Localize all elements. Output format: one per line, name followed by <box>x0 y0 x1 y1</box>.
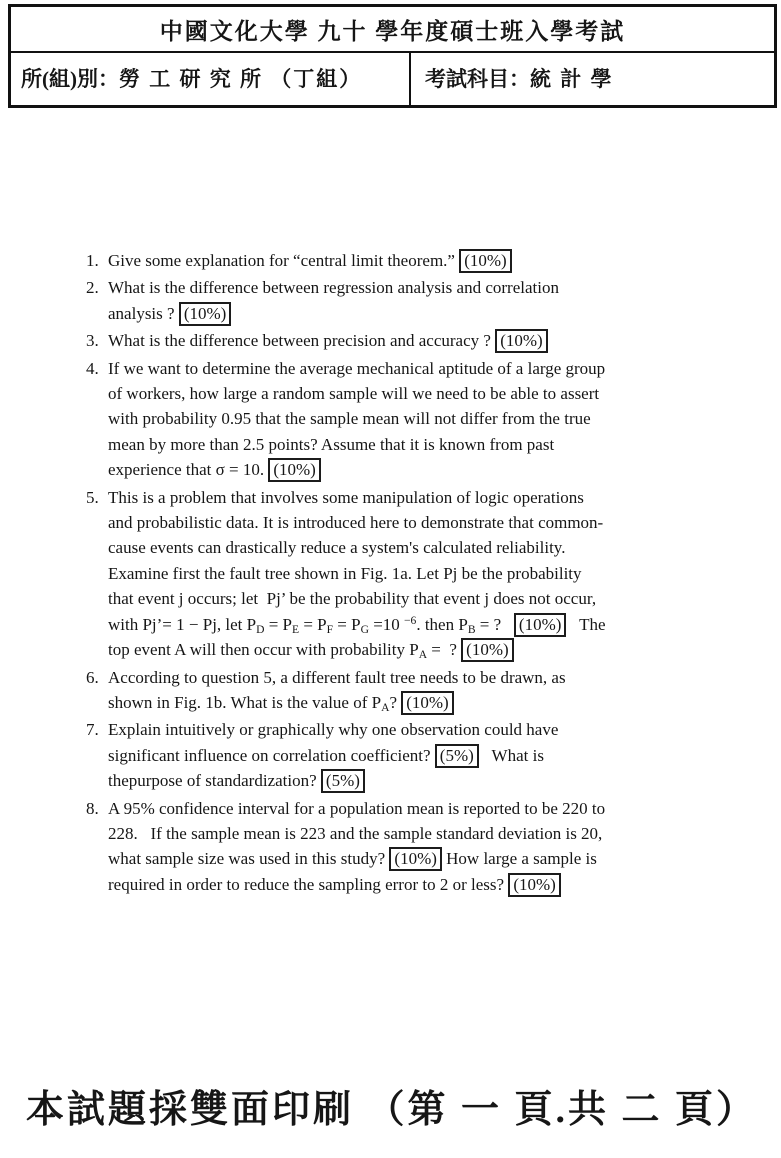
subject-label: 考試科目： <box>425 67 530 91</box>
score-badge: (10%) <box>508 873 560 897</box>
question-text: = P <box>299 614 327 634</box>
question-text: According to question 5, a different fault tree needs to be drawn, as shown in Fig. 1b. What is the value of P <box>108 667 566 712</box>
subject-cell <box>409 53 774 105</box>
question-item <box>86 328 608 353</box>
score-badge: (10%) <box>461 638 513 662</box>
question-text: A <box>381 700 390 714</box>
question-text: =10 <box>368 614 405 634</box>
exam-info-row <box>11 53 774 105</box>
score-badge: (10%) <box>495 329 547 353</box>
subject-value: 統 計 學 <box>530 67 614 91</box>
question-text: What is thepurpose of standardization? <box>108 745 544 791</box>
question-text: ? <box>389 692 402 712</box>
question-number: 2. <box>86 278 99 298</box>
department-value: 勞 工 研 究 所 （丁組） <box>119 67 363 91</box>
question-item <box>86 717 608 793</box>
question-text: The top event A will then occur with probability P <box>108 614 606 660</box>
question-text: B <box>467 622 476 636</box>
question-item <box>86 356 608 483</box>
exam-header-table <box>8 4 777 108</box>
question-text: Give some explanation for “central limit theorem.” <box>108 251 460 270</box>
question-number: 7. <box>86 720 99 740</box>
question-number: 5. <box>86 487 99 507</box>
question-text: F <box>326 622 334 636</box>
question-text: = P <box>264 614 293 634</box>
question-text: This is a problem that involves some manipulation of logic operations and probabilistic data. It is introduced here to demonstrate that common-cause events can drastically reduce a system's calculated reliability. Examine first the fault tree shown in Fig. 1a. Let Pj be the probability that event j occurs; let Pj’ be the probability that event j does not occur, with Pj’= 1 − Pj, let P <box>108 487 604 634</box>
question-text: = ? <box>475 614 514 634</box>
score-badge: (5%) <box>321 769 365 793</box>
score-badge: (10%) <box>268 458 320 482</box>
question-text: −6 <box>404 613 417 627</box>
department-cell <box>11 53 409 105</box>
question-item <box>86 796 608 898</box>
question-item <box>86 485 608 663</box>
department-label: 所(組)別： <box>21 67 119 91</box>
exam-title: 中國文化大學 九十 學年度碩士班入學考試 <box>11 7 774 53</box>
question-list <box>86 248 608 899</box>
score-badge: (10%) <box>459 249 511 273</box>
question-text: Explain intuitively or graphically why one observation could have significant influence on correlation coefficient? <box>108 720 559 765</box>
score-badge: (10%) <box>389 847 441 871</box>
question-text: A <box>418 647 428 661</box>
question-text: = P <box>333 614 361 634</box>
score-badge: (10%) <box>401 691 453 715</box>
question-text: What is the difference between precision and accuracy ? <box>108 331 496 351</box>
question-number: 6. <box>86 667 99 687</box>
footer-print-note: 本試題採雙面印刷 （第 一 頁.共 二 頁） <box>26 1089 758 1131</box>
question-text: How large a sample is required in order to reduce the sampling error to 2 or less? <box>108 849 597 894</box>
question-item <box>86 665 608 716</box>
question-text: E <box>292 622 300 636</box>
question-text: What is the difference between regression analysis and correlation analysis ? <box>108 278 559 323</box>
score-badge: (5%) <box>435 744 479 768</box>
score-badge: (10%) <box>514 613 566 637</box>
score-badge: (10%) <box>179 302 231 326</box>
question-text: G <box>360 622 369 636</box>
question-item <box>86 275 608 326</box>
question-number: 3. <box>86 331 99 351</box>
question-text: D <box>256 622 265 636</box>
question-number: 8. <box>86 798 99 818</box>
question-text: A 95% confidence interval for a population mean is reported to be 220 to 228. If the sample mean is 223 and the sample standard deviation is 20, what sample size was used in this study? <box>108 798 606 869</box>
question-item <box>86 248 608 273</box>
question-text: . then P <box>416 614 468 634</box>
question-text: If we want to determine the average mechanical aptitude of a large group of workers, how large a random sample will we need to be able to assert with probability 0.95 that the sample mean will not differ from the true mean by more than 2.5 points? Assume that it is known from past experience that σ = 10. <box>108 358 606 480</box>
question-number: 4. <box>86 358 99 378</box>
question-text: = ? <box>427 640 462 660</box>
question-number: 1. <box>86 251 99 270</box>
